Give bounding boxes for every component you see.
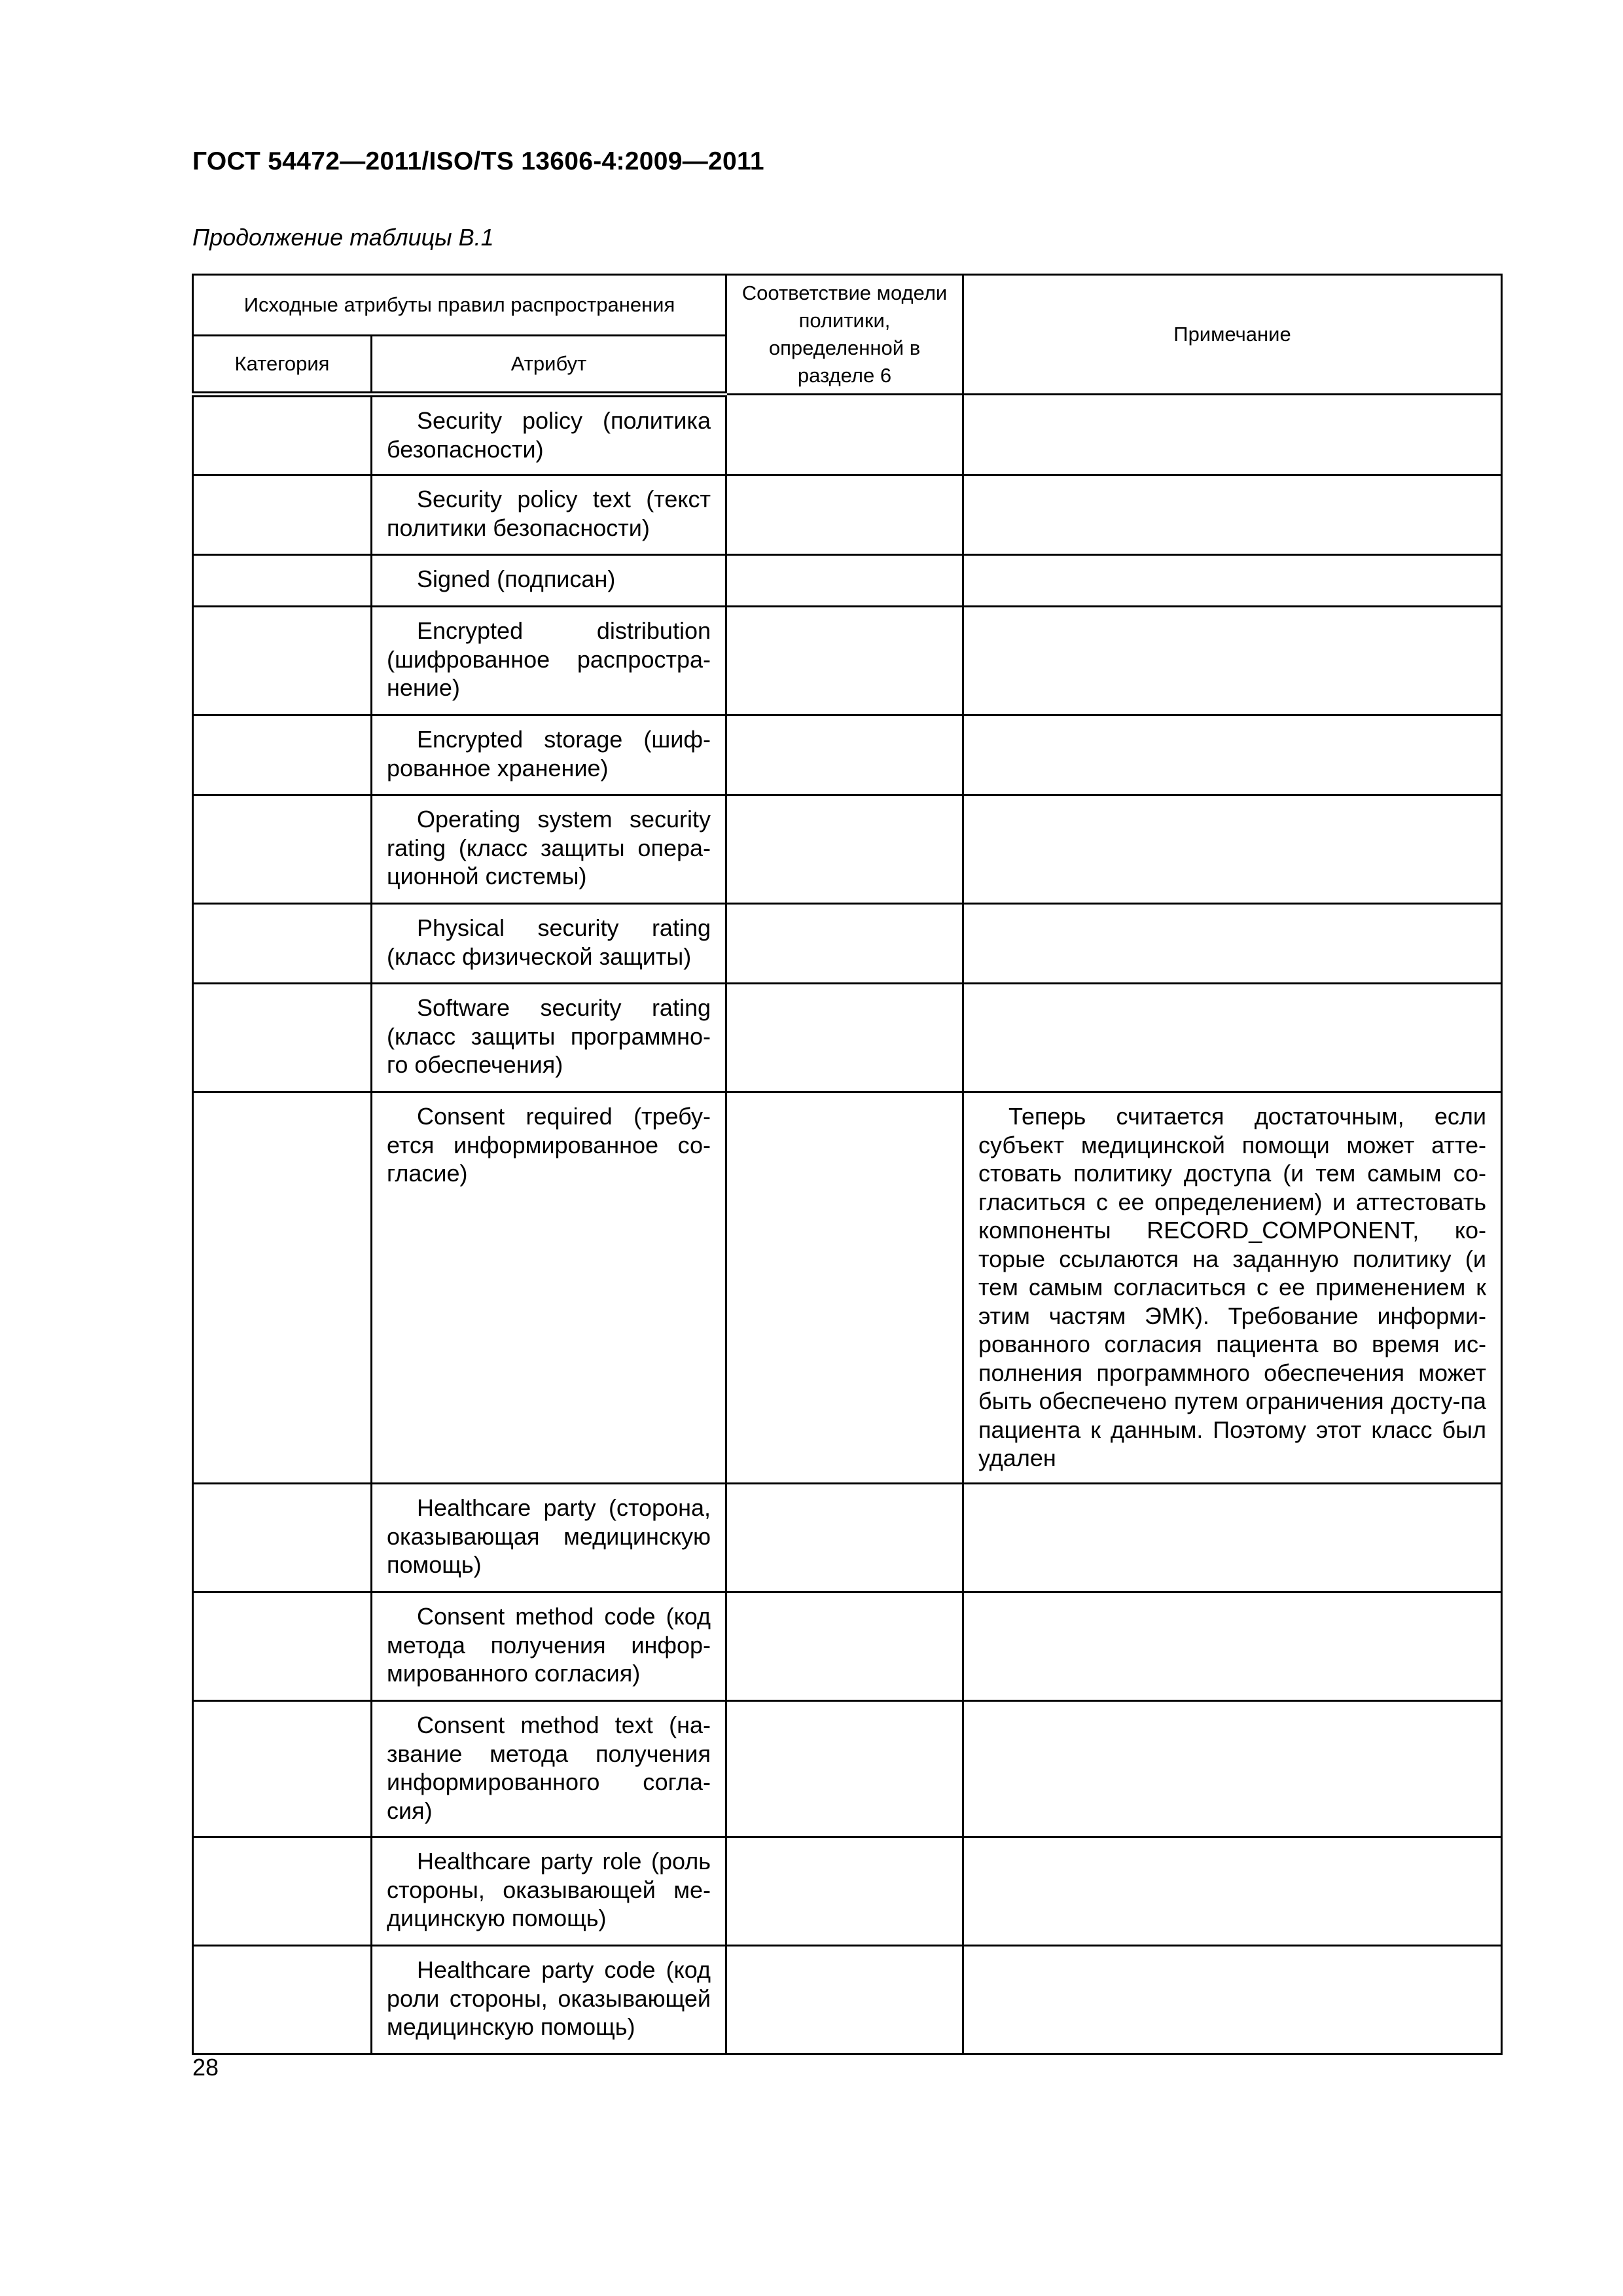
category-cell — [193, 1592, 372, 1701]
table-row — [193, 1484, 1502, 1592]
correspondence-cell-content — [727, 716, 962, 732]
category-cell-content — [194, 1946, 370, 1962]
header-correspondence — [726, 275, 963, 395]
header-category: Категория — [193, 336, 372, 395]
note-cell-content — [964, 1702, 1501, 1717]
attribute-text: Healthcare party code (код роли стороны, оказывающей медицинскую помощь) — [387, 1956, 711, 2040]
table-row — [193, 395, 1502, 475]
table-row — [193, 607, 1502, 715]
header-attribute: Атрибут — [372, 336, 726, 395]
attribute-cell-content — [372, 476, 725, 548]
table-body — [193, 395, 1502, 2054]
category-cell-content — [194, 397, 370, 413]
table-row — [193, 1837, 1502, 1946]
attribute-cell — [372, 1946, 726, 2054]
correspondence-cell-content — [727, 1838, 962, 1854]
document-header: ГОСТ 54472—2011/ISO/TS 13606-4:2009—2011 — [192, 147, 764, 175]
attribute-cell — [372, 715, 726, 795]
table-row — [193, 715, 1502, 795]
table-header — [193, 275, 1502, 395]
note-cell — [963, 1484, 1502, 1592]
table-row — [193, 1092, 1502, 1484]
category-cell-content — [194, 556, 370, 571]
attribute-cell — [372, 984, 726, 1092]
correspondence-cell — [726, 475, 963, 555]
note-cell — [963, 715, 1502, 795]
note-cell-content — [964, 395, 1501, 411]
header-group-source-attributes: Исходные атрибуты правил распространения — [193, 275, 726, 336]
attribute-text: Encrypted storage (шиф-рованное хранение) — [387, 726, 711, 781]
category-cell — [193, 555, 372, 607]
table-row — [193, 904, 1502, 984]
attribute-text: Healthcare party (сторона, оказывающая медицинскую помощь) — [387, 1494, 711, 1578]
attribute-cell — [372, 555, 726, 607]
attribute-cell — [372, 607, 726, 715]
attribute-text: Signed (подписан) — [417, 565, 616, 592]
correspondence-cell-content — [727, 1946, 962, 1962]
attribute-cell-content — [372, 984, 725, 1086]
table-row — [193, 1946, 1502, 2054]
note-cell-content — [964, 476, 1501, 492]
category-cell — [193, 715, 372, 795]
attribute-cell — [372, 475, 726, 555]
attribute-cell — [372, 795, 726, 904]
note-cell — [963, 475, 1502, 555]
attribute-cell — [372, 1837, 726, 1946]
note-cell-content — [964, 716, 1501, 732]
note-cell — [963, 1946, 1502, 2054]
correspondence-cell — [726, 795, 963, 904]
note-cell-content — [964, 1593, 1501, 1609]
note-cell-content — [964, 796, 1501, 812]
table-row — [193, 1592, 1502, 1701]
note-cell-content — [964, 1838, 1501, 1854]
attribute-cell — [372, 1701, 726, 1837]
note-cell-content — [964, 607, 1501, 623]
category-cell — [193, 395, 372, 475]
note-cell — [963, 395, 1502, 475]
attribute-cell-content — [372, 556, 725, 600]
note-cell — [963, 795, 1502, 904]
correspondence-cell — [726, 715, 963, 795]
attribute-cell — [372, 904, 726, 984]
note-text: Теперь считается достаточным, если субъект медицинской помощи может атте-стовать политику доступа (и тем самым со-гласиться с ее определением) и аттестовать компоненты RECORD_COMPONENT, ко-торые ссылаются на заданную политику (и тем самым согласиться с ее применением к этим частям ЭМК). Требование информи-рованного согласия пациента во время ис-полнения программного обеспечения может быть обеспечено путем ограничения досту-па пациента к данным. Поэтому этот класс был удален — [978, 1103, 1486, 1471]
note-cell — [963, 1092, 1502, 1484]
attribute-cell-content — [372, 796, 725, 897]
note-cell — [963, 555, 1502, 607]
category-cell-content — [194, 1593, 370, 1609]
category-cell — [193, 1484, 372, 1592]
correspondence-cell — [726, 1837, 963, 1946]
correspondence-cell — [726, 1701, 963, 1837]
attribute-cell-content — [372, 397, 725, 470]
table-caption: Продолжение таблицы В.1 — [192, 224, 494, 251]
correspondence-cell-content — [727, 395, 962, 411]
correspondence-cell-content — [727, 1702, 962, 1717]
category-cell-content — [194, 984, 370, 1000]
correspondence-cell-content — [727, 476, 962, 492]
attributes-table — [192, 274, 1503, 2055]
note-cell-content — [964, 1484, 1501, 1500]
correspondence-cell-content — [727, 556, 962, 571]
attribute-text: Physical security rating (класс физической защиты) — [387, 914, 711, 970]
correspondence-cell — [726, 555, 963, 607]
category-cell-content — [194, 1093, 370, 1109]
note-cell — [963, 1592, 1502, 1701]
attribute-cell — [372, 1592, 726, 1701]
category-cell — [193, 904, 372, 984]
correspondence-cell-content — [727, 984, 962, 1000]
attribute-cell-content — [372, 1093, 725, 1194]
note-cell-content — [964, 1093, 1501, 1479]
correspondence-cell-content — [727, 796, 962, 812]
attribute-text: Operating system security rating (класс защиты опера-ционной системы) — [387, 806, 711, 889]
attribute-cell — [372, 1092, 726, 1484]
category-cell — [193, 1946, 372, 2054]
category-cell-content — [194, 476, 370, 492]
category-cell-content — [194, 716, 370, 732]
header-correspondence-label: Соответствие модели политики, определенной в разделе 6 — [741, 281, 948, 387]
category-cell-content — [194, 1838, 370, 1854]
correspondence-cell-content — [727, 905, 962, 920]
attribute-cell-content — [372, 905, 725, 977]
note-cell — [963, 904, 1502, 984]
header-note: Примечание — [963, 275, 1502, 395]
attribute-text: Security policy text (текст политики безопасности) — [387, 486, 711, 541]
category-cell — [193, 1837, 372, 1946]
table-row — [193, 795, 1502, 904]
category-cell — [193, 1092, 372, 1484]
note-cell-content — [964, 984, 1501, 1000]
correspondence-cell-content — [727, 1093, 962, 1109]
attribute-cell — [372, 395, 726, 475]
attribute-text: Consent method text (на-звание метода получения информированного согла-сия) — [387, 1712, 711, 1824]
correspondence-cell — [726, 1092, 963, 1484]
note-cell — [963, 1837, 1502, 1946]
category-cell — [193, 795, 372, 904]
note-cell — [963, 984, 1502, 1092]
attribute-text: Consent method code (код метода получения инфор-мированного согласия) — [387, 1603, 711, 1687]
attribute-cell-content — [372, 1946, 725, 2048]
attribute-text: Healthcare party role (роль стороны, оказывающей ме-дицинскую помощь) — [387, 1848, 711, 1931]
attribute-cell-content — [372, 607, 725, 709]
correspondence-cell — [726, 1592, 963, 1701]
category-cell-content — [194, 1702, 370, 1717]
correspondence-cell-content — [727, 1484, 962, 1500]
attribute-cell-content — [372, 1484, 725, 1586]
note-cell-content — [964, 905, 1501, 920]
correspondence-cell-content — [727, 1593, 962, 1609]
category-cell — [193, 475, 372, 555]
table-row — [193, 555, 1502, 607]
note-cell — [963, 607, 1502, 715]
attribute-text: Encrypted distribution (шифрованное распростра-нение) — [387, 617, 711, 701]
correspondence-cell — [726, 607, 963, 715]
attribute-text: Software security rating (класс защиты программно-го обеспечения) — [387, 994, 711, 1078]
attribute-cell-content — [372, 1593, 725, 1695]
category-cell-content — [194, 796, 370, 812]
attribute-cell-content — [372, 716, 725, 789]
note-cell-content — [964, 556, 1501, 571]
correspondence-cell — [726, 984, 963, 1092]
category-cell-content — [194, 607, 370, 623]
page-number: 28 — [192, 2054, 219, 2081]
attribute-cell — [372, 1484, 726, 1592]
table-row — [193, 1701, 1502, 1837]
note-cell — [963, 1701, 1502, 1837]
note-cell-content — [964, 1946, 1501, 1962]
correspondence-cell — [726, 1946, 963, 2054]
attribute-text: Consent required (требу-ется информированное со-гласие) — [387, 1103, 711, 1187]
correspondence-cell-content — [727, 607, 962, 623]
correspondence-cell — [726, 395, 963, 475]
category-cell-content — [194, 1484, 370, 1500]
attribute-cell-content — [372, 1702, 725, 1831]
table-row — [193, 984, 1502, 1092]
category-cell — [193, 607, 372, 715]
attribute-text: Security policy (политика безопасности) — [387, 407, 711, 463]
correspondence-cell — [726, 1484, 963, 1592]
category-cell — [193, 1701, 372, 1837]
correspondence-cell — [726, 904, 963, 984]
attribute-cell-content — [372, 1838, 725, 1939]
category-cell-content — [194, 905, 370, 920]
table-row — [193, 475, 1502, 555]
category-cell — [193, 984, 372, 1092]
